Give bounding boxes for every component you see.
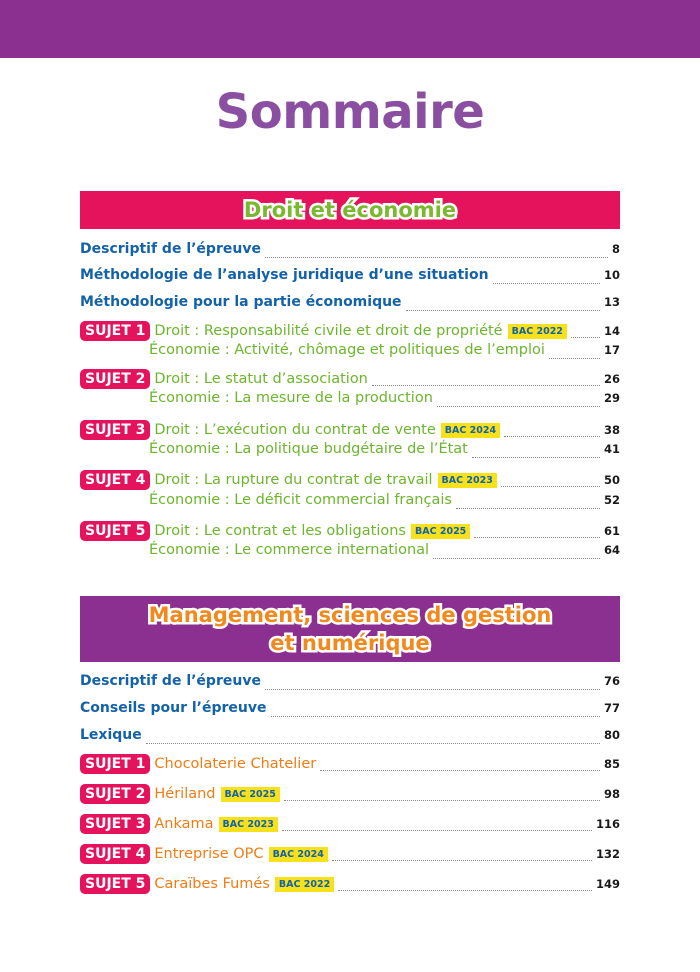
droit-topic: Droit : Le statut d’association <box>154 371 368 387</box>
sujet-topic: Caraïbes Fumés <box>154 876 270 892</box>
page-title: Sommaire <box>215 84 485 140</box>
bac-badge: BAC 2023 <box>219 817 278 832</box>
leader-dots <box>549 358 600 359</box>
leader-dots <box>406 310 600 311</box>
droit-topic: Droit : La rupture du contrat de travail <box>154 472 433 488</box>
page-number: 38 <box>603 423 620 437</box>
toc-entry-mgmt-sujet-3[interactable] <box>80 814 620 836</box>
droit-topic: Droit : Le contrat et les obligations <box>154 523 406 539</box>
leader-dots <box>284 800 600 801</box>
leader-dots <box>433 558 600 559</box>
sujet-badge: SUJET 3 <box>80 814 150 834</box>
economie-topic: Économie : Activité, chômage et politiques de l’emploi <box>149 342 545 358</box>
toc-entry-sujet-5-eco[interactable] <box>149 542 620 564</box>
bac-badge: BAC 2025 <box>411 524 470 539</box>
toc-entry[interactable] <box>80 700 620 722</box>
toc-entry-label: Méthodologie de l’analyse juridique d’une situation <box>80 267 489 283</box>
toc-entry-sujet-3-eco[interactable] <box>149 441 620 463</box>
section-banner-droit-economie <box>80 191 620 229</box>
page-number: 80 <box>603 728 620 742</box>
page-number: 10 <box>603 268 620 282</box>
top-color-bar <box>0 0 700 58</box>
economie-topic: Économie : La mesure de la production <box>149 390 433 406</box>
leader-dots <box>571 337 600 338</box>
leader-dots <box>501 486 600 487</box>
toc-entry[interactable] <box>80 673 620 695</box>
leader-dots <box>504 436 600 437</box>
toc-entry[interactable] <box>80 294 620 316</box>
page-number: 61 <box>603 524 620 538</box>
page-number: 77 <box>603 701 620 715</box>
toc-entry-label: Lexique <box>80 727 142 743</box>
toc-entry-label: Méthodologie pour la partie économique <box>80 294 402 310</box>
section-banner-management <box>80 596 620 662</box>
sujet-topic: Ankama <box>154 816 214 832</box>
toc-entry-sujet-4-eco[interactable] <box>149 492 620 514</box>
leader-dots <box>474 537 600 538</box>
leader-dots <box>338 890 592 891</box>
leader-dots <box>265 257 608 258</box>
toc-entry-sujet-1-eco[interactable] <box>149 342 620 364</box>
leader-dots <box>437 406 600 407</box>
toc-entry[interactable] <box>80 267 620 289</box>
economie-topic: Économie : La politique budgétaire de l’État <box>149 441 468 457</box>
sujet-topic: Chocolaterie Chatelier <box>154 756 317 772</box>
sujet-badge: SUJET 2 <box>80 784 150 804</box>
page-number: 26 <box>603 372 620 386</box>
page-number: 29 <box>603 391 620 405</box>
droit-topic: Droit : Responsabilité civile et droit de propriété <box>154 323 503 339</box>
sujet-badge: SUJET 4 <box>80 844 150 864</box>
toc-entry-mgmt-sujet-1[interactable] <box>80 754 620 776</box>
page-number: 17 <box>603 343 620 357</box>
toc-entry-mgmt-sujet-2[interactable] <box>80 784 620 806</box>
page-number: 85 <box>603 757 620 771</box>
leader-dots <box>456 508 600 509</box>
leader-dots <box>271 716 600 717</box>
toc-entry-sujet-4-droit[interactable] <box>80 470 620 492</box>
toc-entry-mgmt-sujet-4[interactable] <box>80 844 620 866</box>
page-number: 13 <box>603 295 620 309</box>
toc-entry-sujet-3-droit[interactable] <box>80 420 620 442</box>
page-number: 76 <box>603 674 620 688</box>
leader-dots <box>493 283 600 284</box>
page-number: 149 <box>595 877 620 891</box>
sujet-topic: Entreprise OPC <box>154 846 264 862</box>
sujet-badge: SUJET 4 <box>80 470 150 490</box>
bac-badge: BAC 2024 <box>269 847 328 862</box>
page-number: 116 <box>595 817 620 831</box>
page-number: 8 <box>611 242 620 256</box>
page-number: 50 <box>603 473 620 487</box>
toc-entry-sujet-2-eco[interactable] <box>149 390 620 412</box>
sujet-badge: SUJET 1 <box>80 321 150 341</box>
leader-dots <box>265 689 600 690</box>
section-title: Management, sciences de gestion et numérique <box>148 603 552 655</box>
leader-dots <box>320 770 600 771</box>
page-number: 41 <box>603 442 620 456</box>
leader-dots <box>332 860 592 861</box>
page-number: 64 <box>603 543 620 557</box>
toc-entry[interactable] <box>80 727 620 749</box>
sujet-badge: SUJET 3 <box>80 420 150 440</box>
sujet-topic: Hériland <box>154 786 216 802</box>
bac-badge: BAC 2025 <box>221 787 280 802</box>
toc-entry-label: Descriptif de l’épreuve <box>80 673 261 689</box>
leader-dots <box>146 743 600 744</box>
toc-entry-label: Descriptif de l’épreuve <box>80 241 261 257</box>
page-number: 14 <box>603 324 620 338</box>
sujet-badge: SUJET 1 <box>80 754 150 774</box>
economie-topic: Économie : Le déficit commercial français <box>149 492 452 508</box>
page-number: 52 <box>603 493 620 507</box>
toc-entry-sujet-5-droit[interactable] <box>80 521 620 543</box>
bac-badge: BAC 2024 <box>441 423 500 438</box>
sujet-badge: SUJET 5 <box>80 521 150 541</box>
bac-badge: BAC 2023 <box>438 473 497 488</box>
section-title: Droit et économie <box>243 198 457 222</box>
bac-badge: BAC 2022 <box>275 877 334 892</box>
page-number: 132 <box>595 847 620 861</box>
sujet-badge: SUJET 2 <box>80 369 150 389</box>
leader-dots <box>282 830 592 831</box>
bac-badge: BAC 2022 <box>508 324 567 339</box>
leader-dots <box>372 385 600 386</box>
toc-entry-label: Conseils pour l’épreuve <box>80 700 267 716</box>
economie-topic: Économie : Le commerce international <box>149 542 430 558</box>
toc-entry-mgmt-sujet-5[interactable] <box>80 874 620 896</box>
droit-topic: Droit : L’exécution du contrat de vente <box>154 422 436 438</box>
sujet-badge: SUJET 5 <box>80 874 150 894</box>
leader-dots <box>472 457 600 458</box>
page-number: 98 <box>603 787 620 801</box>
toc-entry-sujet-2-droit[interactable] <box>80 369 620 391</box>
toc-entry-sujet-1-droit[interactable] <box>80 321 620 343</box>
toc-entry[interactable] <box>80 241 620 263</box>
